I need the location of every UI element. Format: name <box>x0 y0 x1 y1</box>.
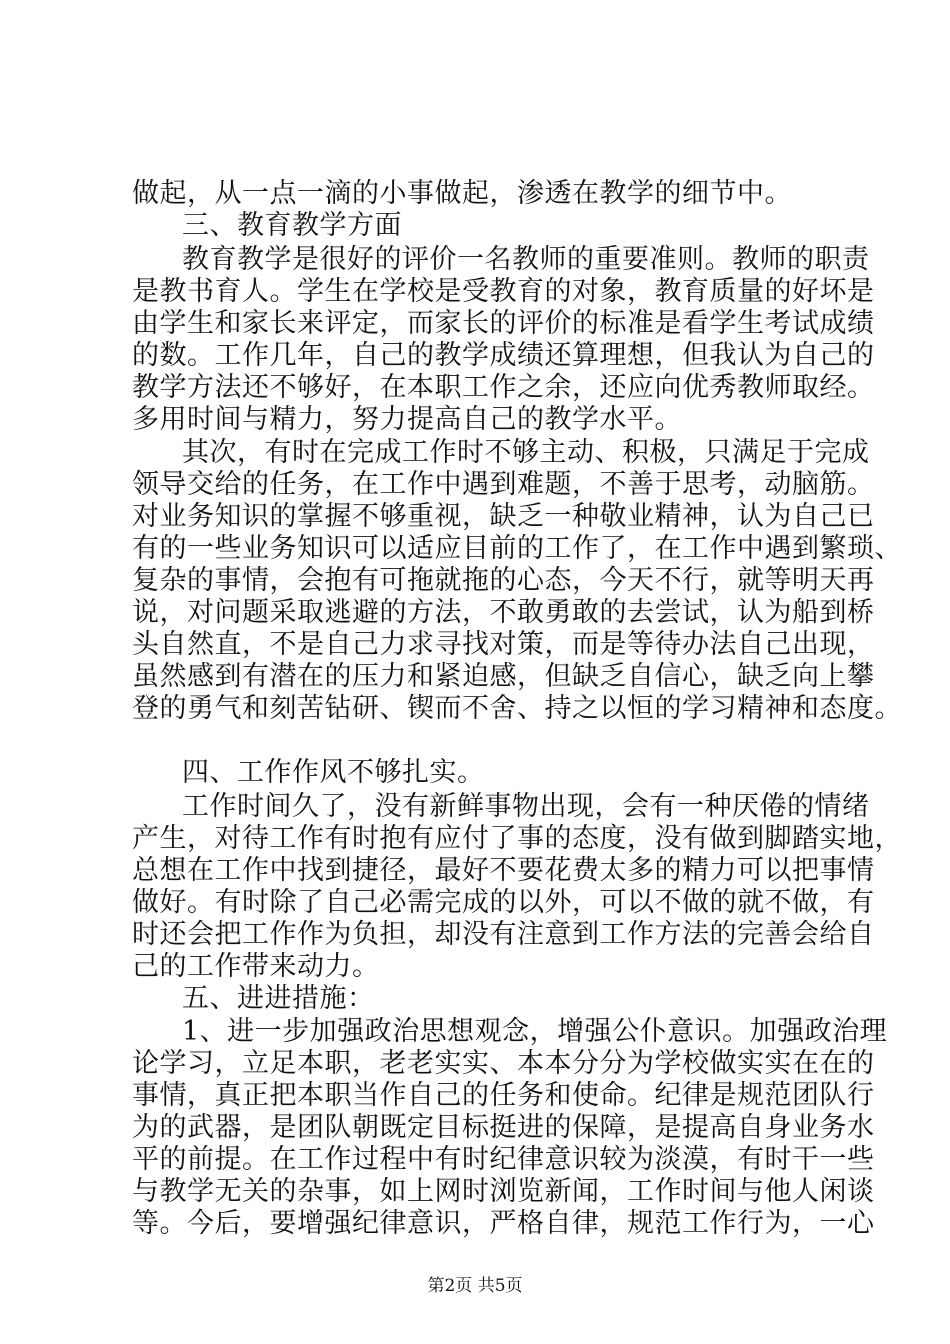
text-line: 有的一些业务知识可以适应目前的工作了，在工作中遇到繁琐、 <box>132 533 902 564</box>
text-line: 做好。有时除了自己必需完成的以外，可以不做的就不做，有 <box>132 887 875 918</box>
text-line: 与教学无关的杂事，如上网时浏览新闻，工作时间与他人闲谈 <box>132 1176 875 1207</box>
page-number-footer: 第2页 共5页 <box>427 1276 523 1296</box>
text-line: 说，对问题采取逃避的方法，不敢勇敢的去尝试，认为船到桥 <box>132 597 875 628</box>
text-line: 己的工作带来动力。 <box>132 951 380 982</box>
section-heading: 三、教育教学方面 <box>182 210 402 241</box>
text-line: 领导交给的任务，在工作中遇到难题，不善于思考，动脑筋。 <box>132 469 875 500</box>
text-line: 教学方法还不够好，在本职工作之余，还应向优秀教师取经。 <box>132 372 875 403</box>
text-line: 头自然直，不是自己力求寻找对策，而是等待办法自己出现， <box>132 629 875 660</box>
text-line: 教育教学是很好的评价一名教师的重要准则。教师的职责 <box>182 244 870 275</box>
text-line: 复杂的事情，会抱有可拖就拖的心态，今天不行，就等明天再 <box>132 565 875 596</box>
text-line: 总想在工作中找到捷径，最好不要花费太多的精力可以把事情 <box>132 855 875 886</box>
text-line: 等。今后，要增强纪律意识，严格自律，规范工作行为，一心 <box>132 1208 875 1239</box>
section-heading: 五、进进措施： <box>182 983 375 1014</box>
text-line: 登的勇气和刻苦钻研、锲而不舍、持之以恒的学习精神和态度。 <box>132 693 902 724</box>
text-line: 时还会把工作作为负担，却没有注意到工作方法的完善会给自 <box>132 919 875 950</box>
text-line: 工作时间久了，没有新鲜事物出现，会有一种厌倦的情绪 <box>182 791 870 822</box>
text-line: 做起，从一点一滴的小事做起，渗透在教学的细节中。 <box>132 178 792 209</box>
text-line: 由学生和家长来评定，而家长的评价的标准是看学生考试成绩 <box>132 308 875 339</box>
text-line: 平的前提。在工作过程中有时纪律意识较为淡漠，有时干一些 <box>132 1144 875 1175</box>
section-heading: 四、工作作风不够扎实。 <box>182 757 485 788</box>
text-line: 论学习，立足本职，老老实实、本本分分为学校做实实在在的 <box>132 1048 875 1079</box>
text-line: 的数。工作几年，自己的教学成绩还算理想，但我认为自己的 <box>132 340 875 371</box>
text-line: 对业务知识的掌握不够重视，缺乏一种敬业精神，认为自己已 <box>132 501 875 532</box>
text-line: 1、进一步加强政治思想观念，增强公仆意识。加强政治理 <box>182 1016 888 1047</box>
text-line: 产生，对待工作有时抱有应付了事的态度，没有做到脚踏实地， <box>132 823 902 854</box>
text-line: 虽然感到有潜在的压力和紧迫感，但缺乏自信心，缺乏向上攀 <box>132 661 875 692</box>
text-line: 事情，真正把本职当作自己的任务和使命。纪律是规范团队行 <box>132 1080 875 1111</box>
text-line: 为的武器，是团队朝既定目标挺进的保障，是提高自身业务水 <box>132 1112 875 1143</box>
text-line: 多用时间与精力，努力提高自己的教学水平。 <box>132 404 682 435</box>
text-line: 是教书育人。学生在学校是受教育的对象，教育质量的好坏是 <box>132 276 875 307</box>
text-line: 其次，有时在完成工作时不够主动、积极，只满足于完成 <box>182 437 870 468</box>
